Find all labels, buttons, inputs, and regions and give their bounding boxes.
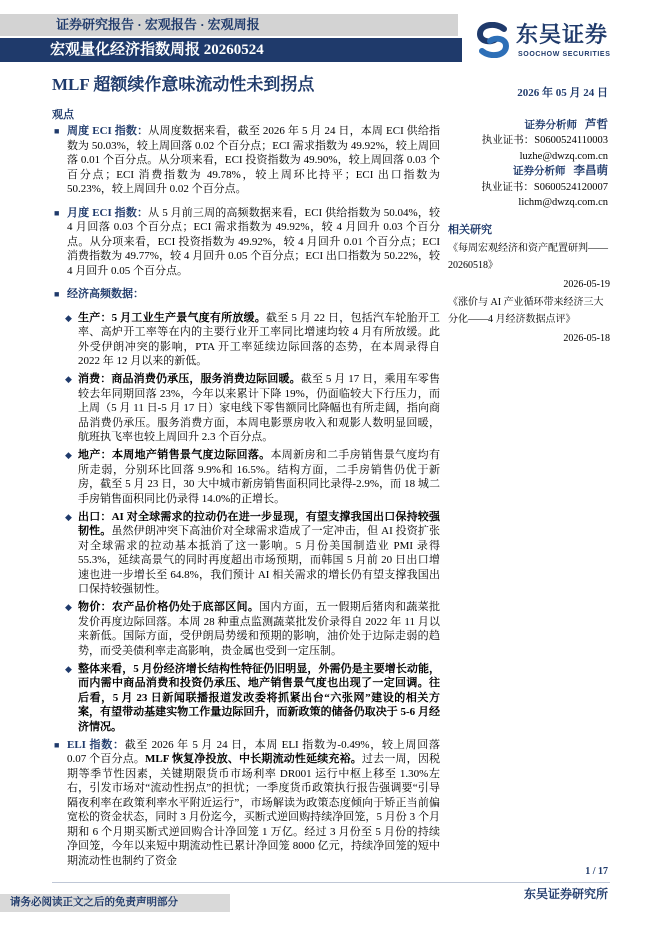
subpoint-lead: 出口：AI 对全球需求的拉动仍在进一步显现，有望支撑我国出口保持较强韧性。 <box>78 510 440 537</box>
analyst-role: 证券分析师 <box>524 120 577 131</box>
analyst-email: lichm@dwzq.com.cn <box>518 197 608 209</box>
logo-english-name: SOOCHOW SECURITIES <box>518 51 611 58</box>
subpoint-text: 截至 5 月 17 日，乘用车零售较去年同期回落 23%，今年以来累计下降 19%，仍面临较大下行压力，而上周（5 月 11 日-5 月 17 日）家电线下零售额同比降幅也有所走阔，指向商品消费仍承压。服务消费方面，本周电影票房收入和观影人数明显回暖，航班执飞率也较上周回升 2.3 个百分点。 <box>78 373 440 443</box>
subpoint-text: 国内方面，五一假期后猪肉和蔬菜批发价再度边际回落。本周 28 种重点监测蔬菜批发价录得自 2022 年 11 月以来新低。国际方面，受伊朗局势缓和预期的影响，油价处于边际走弱的趋势，而受美债利率走高影响，贵金属也受到一定压制。 <box>78 601 440 657</box>
prices-subpoint <box>52 600 440 658</box>
company-logo <box>474 20 614 62</box>
related-research-heading: 相关研究 <box>448 224 492 236</box>
report-series-band <box>0 38 462 62</box>
disclaimer-note <box>0 894 230 912</box>
related-report-date: 2026-05-19 <box>563 279 610 290</box>
soochow-logo-icon <box>474 22 512 58</box>
point-text: 截至 2026 年 5 月 24 日，本周 ELI 指数为-0.49%，较上周回落 0.07 个百分点。 <box>67 738 440 765</box>
related-research <box>448 222 610 348</box>
point-lead: ELI 指数： <box>67 738 125 751</box>
subpoint-text: 虽然伊朗冲突下高油价对全球需求造成了一定冲击，但 AI 投资扩张对全球需求的拉动基本抵消了这一影响。5 月份美国制造业 PMI 录得 55.3%，延续高景气的同时再度超出市场预期，而韩国 5 月前 20 日出口增速也进一步增长至 64.8%，我们预计 AI 相关需求的增长仍有望支撑我国出口保持较强韧性。 <box>78 525 440 595</box>
page-number: 1 / 17 <box>585 866 608 877</box>
subpoint-lead: 物价：农产品价格仍处于底部区间。 <box>78 601 260 613</box>
disclaimer-text: 请务必阅读正文之后的免责声明部分 <box>10 897 178 908</box>
overall-summary-subpoint <box>52 662 440 735</box>
real-estate-subpoint <box>52 448 440 506</box>
subpoint-text: 本周新房和二手房销售景气度均有所走弱，分别环比回落 9.9%和 16.5%。结构方面，二手房销售仍优于新房，截至 5 月 23 日，30 大中城市新房销售面积同比录得-2.9%，而 18 城二手房销售面积同比仍录得 14.0%的正增长。 <box>78 449 440 505</box>
production-subpoint <box>52 311 440 369</box>
viewpoint-heading: 观点 <box>52 109 74 121</box>
analyst-name: 芦哲 <box>585 119 608 131</box>
point-lead: 经济高频数据： <box>67 288 144 300</box>
report-series-title: 宏观量化经济指数周报 20260524 <box>50 42 264 58</box>
eli-point <box>52 738 440 867</box>
report-category-band <box>0 14 458 36</box>
analyst-email: luzhe@dwzq.com.cn <box>519 150 608 162</box>
analyst-panel <box>448 118 608 210</box>
analyst-name: 李昌萌 <box>573 165 608 178</box>
related-report-title[interactable]: 《涨价与 AI 产业循环带来经济三大分化——4 月经济数据点评》 <box>448 297 604 325</box>
point-text: 从 5 月前三周的高频数据来看，ECI 供给指数为 50.04%，较 4 月回落 0.03 个百分点；ECI 需求指数为 49.92%，较 4 月回升 0.03 个百分点。从分项来看，ECI 投资指数为 49.92%，较 4 月回升 0.01 个百分点；ECI 消费指数为 49.77%，较 4 月回升 0.05 个百分点；ECI 出口指数为 50.22%，较 4 月回升 0.05 个百分点。 <box>67 206 440 277</box>
subpoint-lead: 地产：本周地产销售景气度边际回落。 <box>78 449 271 461</box>
analyst-2 <box>448 164 608 179</box>
report-category: 证券研究报告 · 宏观报告 · 宏观周报 <box>56 17 260 32</box>
analyst-license: 执业证书：S0600524120007 <box>481 181 608 193</box>
analyst-license: 执业证书：S0600524110003 <box>481 135 608 147</box>
high-frequency-data-point <box>52 287 440 302</box>
analyst-1 <box>448 118 608 133</box>
weekly-eci-point <box>52 124 440 197</box>
viewpoint-body <box>52 124 440 866</box>
report-date: 2026 年 05 月 24 日 <box>517 87 608 99</box>
point-lead: 周度 ECI 指数： <box>67 125 149 137</box>
summary-text: 整体来看，5 月份经济增长结构性特征仍旧明显，外需仍是主要增长动能，而内需中商品消费和投资仍承压、地产销售景气度也出现了一定回调。往后看，5 月 23 日新闻联播报道发改委将抓紧出台“六张网”建设的相关方案，有望带动基建实物工作量边际回升，而新政策的储备仍取决于 5-6 月经济情况。 <box>78 662 440 733</box>
point-text: 从周度数据来看，截至 2026 年 5 月 24 日，本周 ECI 供给指数为 50.03%，较上周回落 0.02 个百分点；ECI 需求指数为 49.92%，较上周回落 0.01 个百分点。从分项来看，ECI 投资指数为 49.90%，较上周回落 0.03 个百分点；ECI 消费指数为 49.78%，较上周环比持平；ECI 出口指数为 50.23%，较上周回升 0.02 个百分点。 <box>67 125 440 195</box>
point-text-continued: 过去一周，因税期等季节性因素，关键期限货币市场利率 DR001 运行中枢上移至 1.30%左右，引发市场对“流动性拐点”的担忧；一季度货币政策执行报告强调要“引导隔夜利率在政策利率水平附近运行”，市场解读为政策态度倾向于矫正当前偏宽松的资金状态，同时 3 月份迄今，买断式逆回购持续净回笼，5 月份 3 个月期和 6 个月期买断式逆回购合计净回笼 1 万亿。经过 3 月份至 5 月份的持续净回笼，今年以来短中期流动性已累计净回笼 8000 亿元，持续净回笼的短中期流动性也制约了资金 <box>67 753 440 866</box>
related-report-date: 2026-05-18 <box>563 333 610 344</box>
related-report-title[interactable]: 《每周宏观经济和资产配置研判——20260518》 <box>448 243 608 271</box>
point-highlight: MLF 恢复净投放、中长期流动性延续充裕。 <box>145 753 362 765</box>
report-title: MLF 超额续作意味流动性未到拐点 <box>52 75 315 94</box>
point-lead: 月度 ECI 指数： <box>67 206 149 219</box>
analyst-role: 证券分析师 <box>513 166 566 178</box>
consumption-subpoint <box>52 372 440 445</box>
monthly-eci-point <box>52 206 440 279</box>
subpoint-text: 截至 5 月 22 日，包括汽车轮胎开工率、高炉开工率等在内的主要行业开工率同比增速均较 4 月有所放缓。此外受伊朗冲突的影响，PTA 开工率延续边际回落的态势，在本周录得自 2022 年 12 月以来的新低。 <box>78 311 440 367</box>
subpoint-lead: 消费：商品消费仍承压，服务消费边际回暖。 <box>78 373 301 385</box>
export-subpoint <box>52 510 440 597</box>
subpoint-lead: 生产：5 月工业生产景气度有所放缓。 <box>78 311 266 324</box>
footer-divider <box>52 882 610 883</box>
research-institute: 东吴证券研究所 <box>523 887 608 901</box>
logo-name: 东吴证券 <box>516 22 609 47</box>
